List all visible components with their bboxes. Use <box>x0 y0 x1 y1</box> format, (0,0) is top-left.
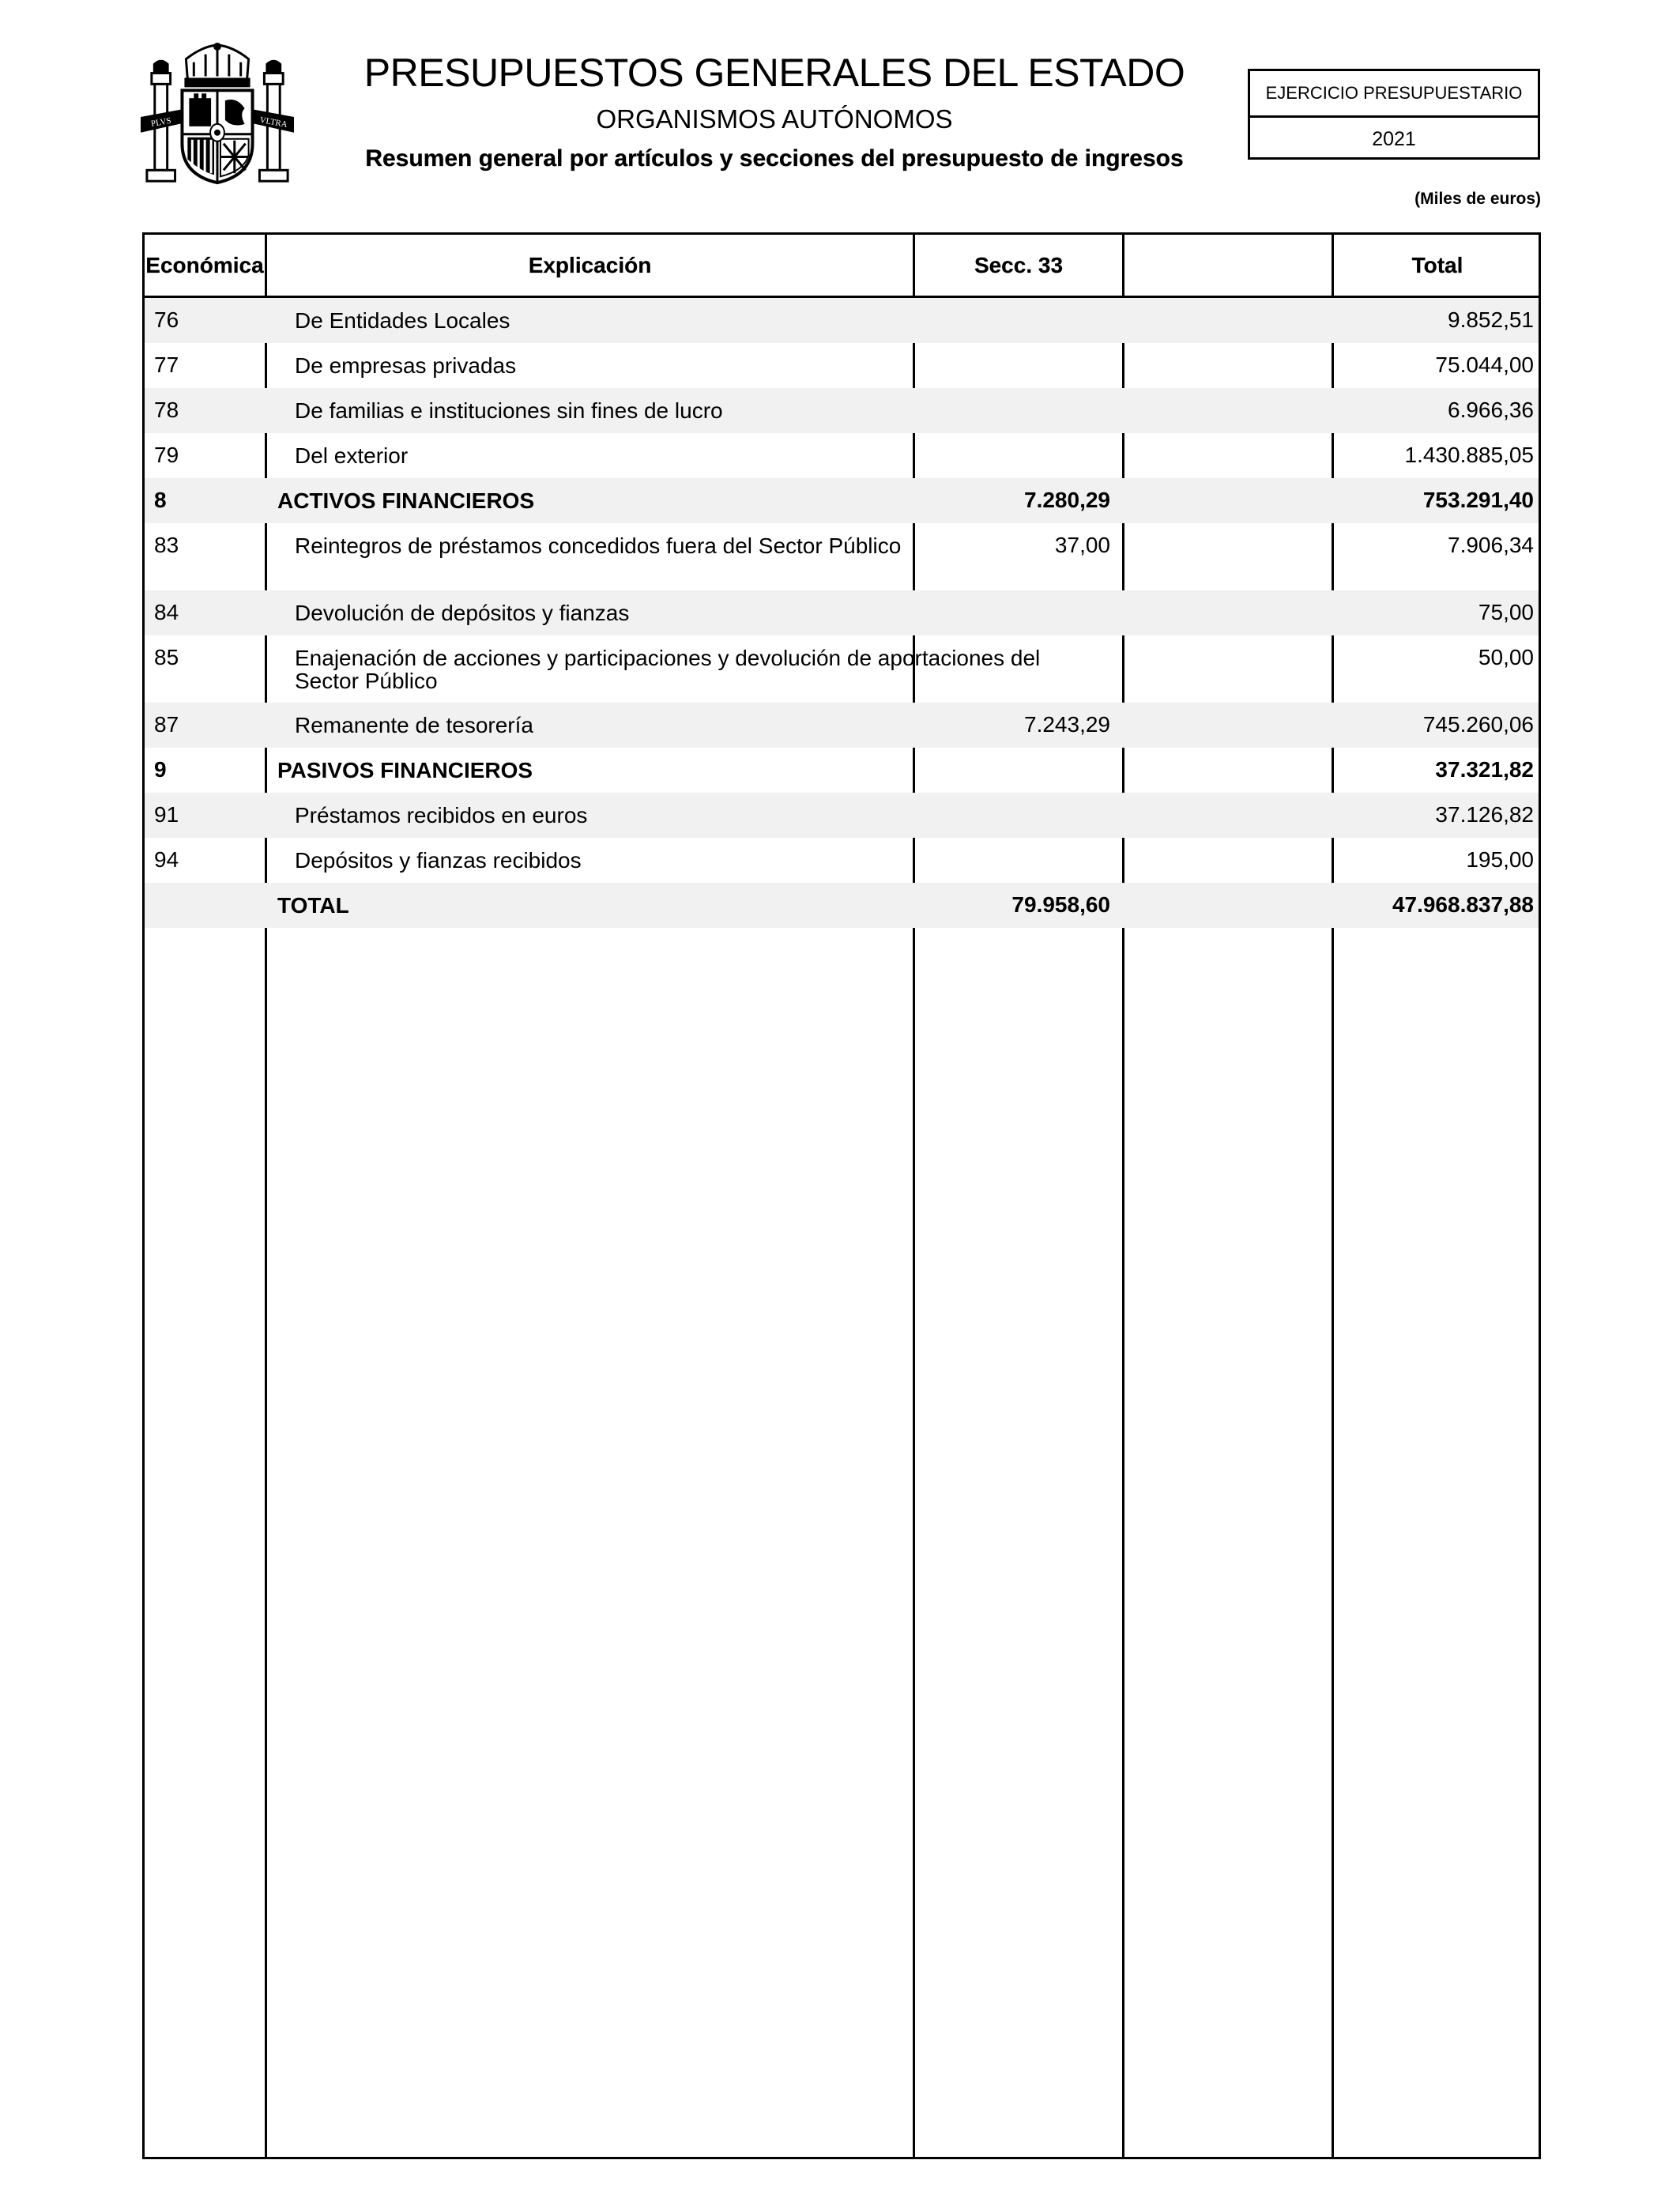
row-explicacion: De familias e instituciones sin fines de lucro <box>295 398 723 423</box>
row-code: 84 <box>154 600 179 624</box>
table-row <box>145 298 1539 343</box>
row-code: 87 <box>154 712 179 737</box>
row-code: 78 <box>154 398 179 422</box>
table-row <box>145 703 1539 748</box>
row-total: 195,00 <box>1466 847 1534 872</box>
row-total: 9.852,51 <box>1448 307 1534 332</box>
units-label: (Miles de euros) <box>1414 190 1541 208</box>
row-explicacion: PASIVOS FINANCIEROS <box>277 758 533 782</box>
row-total: 75,00 <box>1478 600 1534 624</box>
row-code: 77 <box>154 352 179 377</box>
row-explicacion: Devolución de depósitos y fianzas <box>295 601 630 625</box>
ejercicio-label: EJERCICIO PRESUPUESTARIO <box>1250 71 1538 118</box>
table-row <box>145 838 1539 883</box>
row-code: 9 <box>154 757 167 782</box>
row-secc33 <box>916 388 1110 399</box>
row-code: 85 <box>154 645 179 669</box>
row-explicacion: De Entidades Locales <box>295 308 510 333</box>
row-explicacion: Del exterior <box>295 443 409 468</box>
ejercicio-box <box>1248 69 1540 160</box>
row-explicacion: Préstamos recibidos en euros <box>295 803 588 827</box>
table-row <box>145 635 1539 703</box>
row-total: 745.260,06 <box>1422 712 1534 737</box>
page-description: Resumen general por artículos y secciones del presupuesto de ingresos <box>365 145 1184 172</box>
row-code: 76 <box>154 307 179 332</box>
row-total: 50,00 <box>1478 645 1534 669</box>
table-row <box>145 793 1539 838</box>
row-code: 91 <box>154 802 179 827</box>
column-header-secc33: Secc. 33 <box>974 252 1064 277</box>
table-row <box>145 433 1539 478</box>
coat-of-arms-logo <box>139 41 296 191</box>
table-row <box>145 388 1539 433</box>
row-secc33: 7.280,29 <box>1024 488 1110 512</box>
row-code: 79 <box>154 443 179 467</box>
svg-text:VLTRA: VLTRA <box>258 115 288 130</box>
row-explicacion: ACTIVOS FINANCIEROS <box>277 488 535 513</box>
header-titles <box>300 46 1249 179</box>
row-secc33: 79.958,60 <box>1011 892 1110 917</box>
row-explicacion: Reintegros de préstamos concedidos fuera del Sector Público <box>295 533 902 558</box>
row-total: 7.906,34 <box>1448 533 1534 557</box>
column-header-blank <box>1124 235 1332 296</box>
row-code: 8 <box>154 488 167 512</box>
column-header-explicacion: Explicación <box>528 252 652 277</box>
column-header-total: Total <box>1411 252 1463 277</box>
table-row <box>145 883 1539 928</box>
row-secc33: 37,00 <box>1054 533 1110 557</box>
row-explicacion: TOTAL <box>277 893 349 918</box>
svg-text:PLVS: PLVS <box>150 115 172 130</box>
row-total: 753.291,40 <box>1422 488 1534 512</box>
row-code: 94 <box>154 847 179 872</box>
table-row <box>145 478 1539 523</box>
row-secc33 <box>916 748 1110 759</box>
row-total: 6.966,36 <box>1448 398 1534 422</box>
row-secc33: 7.243,29 <box>1024 712 1110 737</box>
row-explicacion: Enajenación de acciones y participaciones y devolución de aportaciones del Sector Público <box>295 646 1041 693</box>
row-secc33 <box>916 635 1110 647</box>
table-row <box>145 590 1539 635</box>
row-total: 47.968.837,88 <box>1392 892 1534 917</box>
table-body <box>145 298 1539 928</box>
row-code: 83 <box>154 533 179 557</box>
page-subtitle: ORGANISMOS AUTÓNOMOS <box>596 104 953 134</box>
row-total: 1.430.885,05 <box>1404 443 1534 467</box>
row-total: 37.126,82 <box>1435 802 1534 827</box>
row-explicacion: Depósitos y fianzas recibidos <box>295 848 582 873</box>
row-secc33 <box>916 433 1110 444</box>
row-total: 75.044,00 <box>1435 352 1534 377</box>
row-secc33 <box>916 590 1110 601</box>
row-secc33 <box>916 343 1110 354</box>
column-header-economica: Económica <box>145 252 264 277</box>
row-code <box>154 883 257 894</box>
row-secc33 <box>916 838 1110 849</box>
page-title: PRESUPUESTOS GENERALES DEL ESTADO <box>363 51 1185 95</box>
table-row <box>145 523 1539 590</box>
row-explicacion: Remanente de tesorería <box>295 713 533 737</box>
ejercicio-year: 2021 <box>1372 127 1416 150</box>
row-total: 37.321,82 <box>1435 757 1534 782</box>
row-explicacion: De empresas privadas <box>295 353 517 378</box>
row-secc33 <box>916 298 1110 309</box>
table-row <box>145 748 1539 793</box>
row-secc33 <box>916 793 1110 804</box>
table-row <box>145 343 1539 388</box>
budget-table <box>142 232 1541 2159</box>
